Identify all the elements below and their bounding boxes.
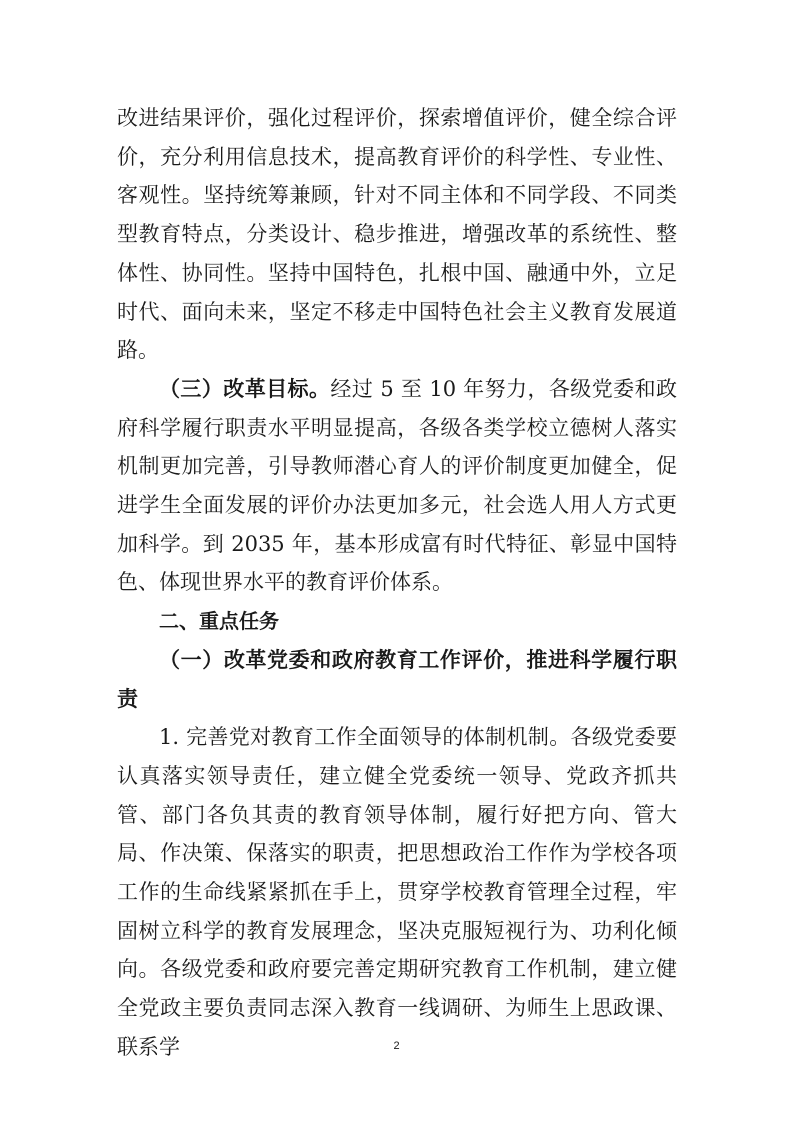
paragraph-reform-goals [117,370,677,602]
subsection-heading-party-government-evaluation: （一）改革党委和政府教育工作评价，推进科学履行职责 [117,646,677,711]
reform-goals-lead: （三）改革目标。 [159,375,331,401]
section-heading-key-tasks: 二、重点任务 [159,609,279,634]
document-body [117,99,677,1067]
page-number: 2 [393,1040,400,1052]
reform-goals-text: 经过 5 至 10 年努力，各级党委和政府科学履行职责水平明显提高，各级各类学校立德树人落实机制更加完善，引导教师潜心育人的评价制度更加健全，促进学生全面发展的评价办法更加多元，社会选人用人方式更加科学。到 2035 年，基本形成富有时代特征、彰显中国特色、体现世界水平的教育评价体系。 [117,376,677,595]
paragraph-task-1: 1. 完善党对教育工作全面领导的体制机制。各级党委要认真落实领导责任，建立健全党委统一领导、党政齐抓共管、部门各负其责的教育领导体制，履行好把方向、管大局、作决策、保落实的职责，把思想政治工作作为学校各项工作的生命线紧紧抓在手上，贯穿学校教育管理全过程，牢固树立科学的教育发展理念，坚决克服短视行为、功利化倾向。各级党委和政府要完善定期研究教育工作机制，建立健全党政主要负责同志深入教育一线调研、为师生上思政课、联系学 [117,725,677,1059]
paragraph-principles: 改进结果评价，强化过程评价，探索增值评价，健全综合评价，充分利用信息技术，提高教育评价的科学性、专业性、客观性。坚持统筹兼顾，针对不同主体和不同学段、不同类型教育特点，分类设计、稳步推进，增强改革的系统性、整体性、协同性。坚持中国特色，扎根中国、融通中外，立足时代、面向未来，坚定不移走中国特色社会主义教育发展道路。 [117,106,677,363]
